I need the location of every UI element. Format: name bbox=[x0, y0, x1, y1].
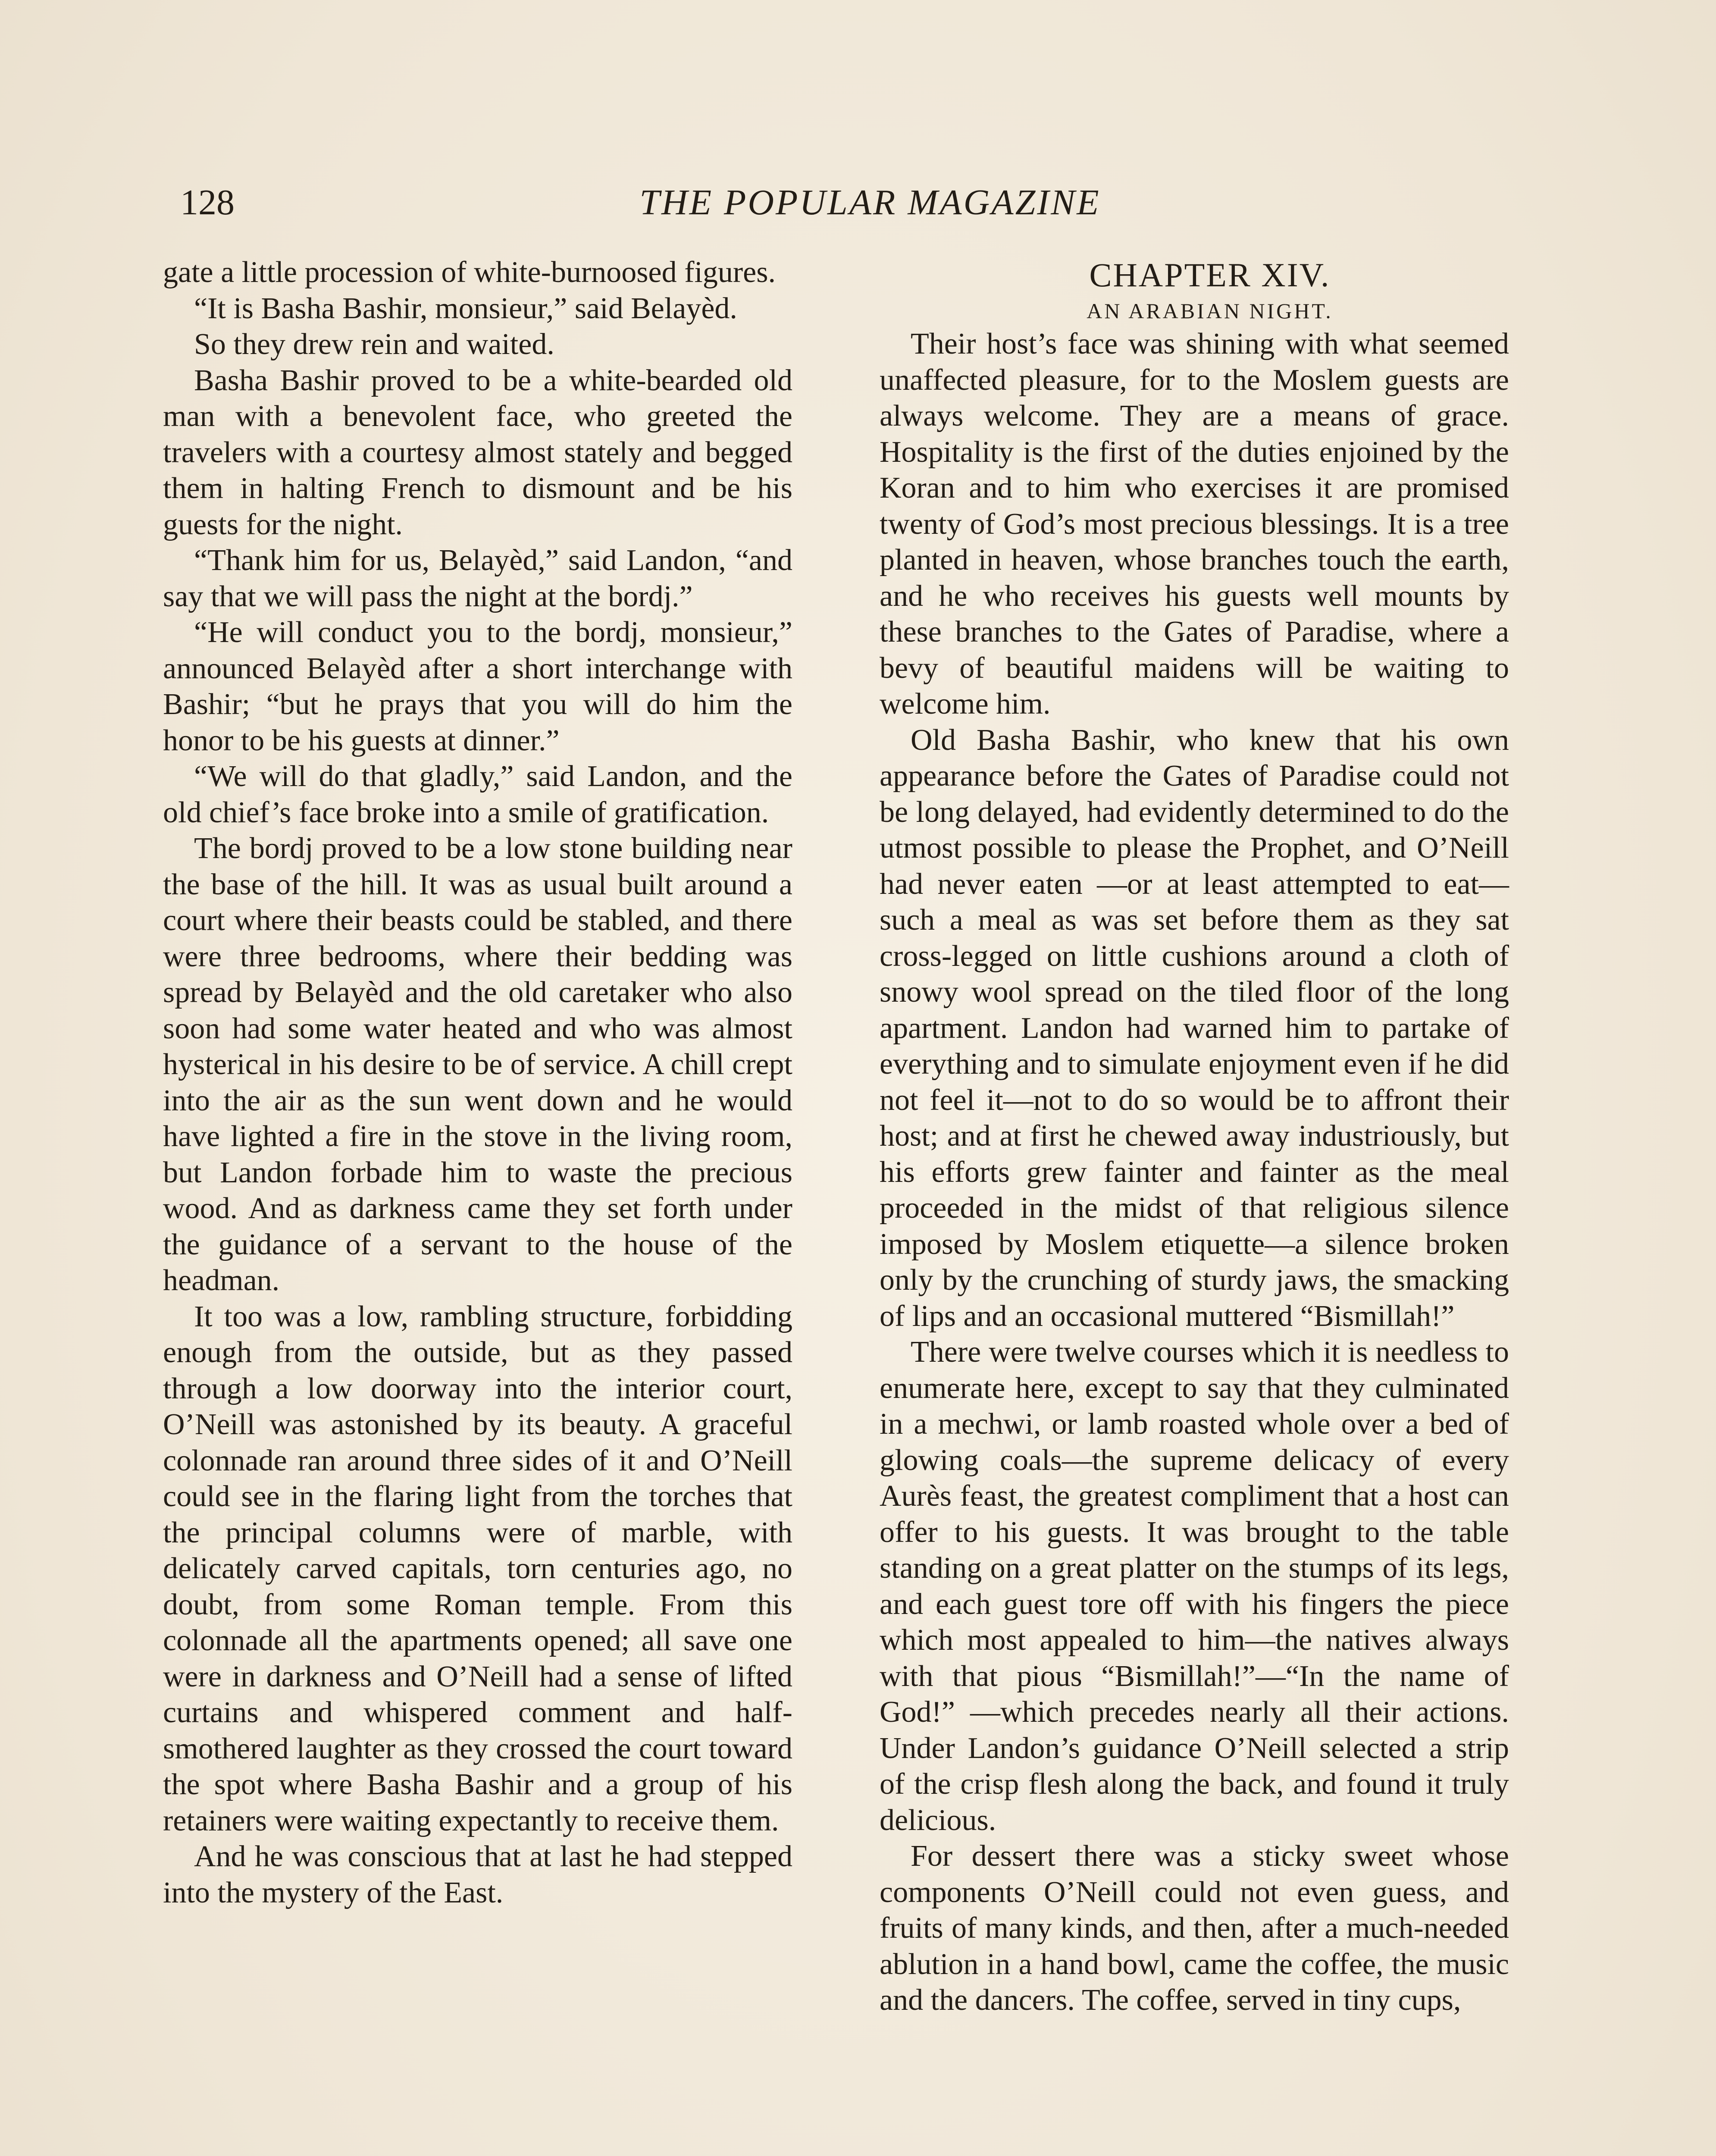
page-header bbox=[180, 177, 1560, 229]
chapter-title: AN ARABIAN NIGHT. bbox=[1087, 299, 1333, 323]
paragraph: “We will do that gladly,” said Landon, and the old chief’s face broke into a smile of gratification. bbox=[163, 760, 792, 829]
left-column bbox=[163, 254, 792, 1911]
right-column bbox=[880, 254, 1509, 2018]
paragraph: So they drew rein and waited. bbox=[194, 328, 554, 361]
page-number: 128 bbox=[180, 182, 235, 222]
paragraph: “It is Basha Bashir, monsieur,” said Belayèd. bbox=[194, 291, 737, 325]
paragraph: gate a little procession of white-burnoosed figures. bbox=[163, 256, 776, 289]
paragraph: Basha Bashir proved to be a white-bearded old man with a benevolent face, who greeted the travelers with a courtesy almost stately and begged them in halting French to dismount and be his guests for the night. bbox=[163, 364, 792, 541]
paragraph: The bordj proved to be a low stone building near the base of the hill. It was as usual built around a court where their beasts could be stabled, and there were three bedrooms, where their bedding was spread by Belayèd and the old caretaker who also soon had some water heated and who was almost hysterical in his desire to be of service. A chill crept into the air as the sun went down and he would have lighted a fire in the stove in the living room, but Landon forbade him to waste the precious wood. And as darkness came they set forth under the guidance of a servant to the house of the headman. bbox=[163, 832, 792, 1297]
paragraph: “Thank him for us, Belayèd,” said Landon, “and say that we will pass the night at the bordj.” bbox=[163, 544, 792, 613]
paragraph: For dessert there was a sticky sweet whose components O’Neill could not even guess, and fruits of many kinds, and then, after a much-needed ablution in a hand bowl, came the coffee, the music and the dancers. The coffee, served in tiny cups, bbox=[880, 1839, 1509, 2017]
paragraph: There were twelve courses which it is needless to enumerate here, except to say that they culminated in a mechwi, or lamb roasted whole over a bed of glowing coals—the supreme delicacy of every Aurès feast, the greatest compliment that a host can offer to his guests. It was brought to the table standing on a great platter on the stumps of its legs, and each guest tore off with his fingers the piece which most appealed to him—the natives always with that pious “Bismillah!”—“In the name of God!” —which precedes nearly all their actions. Under Landon’s guidance O’Neill selected a strip of the crisp flesh along the back, and found it truly delicious. bbox=[880, 1335, 1509, 1837]
chapter-heading: CHAPTER XIV. bbox=[1089, 256, 1331, 294]
paragraph: And he was conscious that at last he had stepped into the mystery of the East. bbox=[163, 1840, 792, 1909]
paragraph: “He will conduct you to the bordj, monsieur,” announced Belayèd after a short interchange with Bashir; “but he prays that you will do him the honor to be his guests at dinner.” bbox=[163, 616, 792, 757]
paragraph: Old Basha Bashir, who knew that his own appearance before the Gates of Paradise could not be long delayed, had evidently determined to do the utmost possible to please the Prophet, and O’Neill had never eaten —or at least attempted to eat—such a meal as was set before them as they sat cross-legged on little cushions around a cloth of snowy wool spread on the tiled floor of the long apartment. Landon had warned him to partake of everything and to simulate enjoyment even if he did not feel it—not to do so would be to affront their host; and at first he chewed away industriously, but his efforts grew fainter and fainter as the meal proceeded in the midst of that religious silence imposed by Moslem etiquette—a silence broken only by the crunching of sturdy jaws, the smacking of lips and an occasional muttered “Bismillah!” bbox=[880, 723, 1509, 1333]
paragraph: Their host’s face was shining with what seemed unaffected pleasure, for to the Moslem guests are always welcome. They are a means of grace. Hospitality is the first of the duties enjoined by the Koran and to him who exercises it are promised twenty of God’s most precious blessings. It is a tree planted in heaven, whose branches touch the earth, and he who receives his guests well mounts by these branches to the Gates of Paradise, where a bevy of beautiful maidens will be waiting to welcome him. bbox=[880, 327, 1509, 721]
paragraph: It too was a low, rambling structure, forbidding enough from the outside, but as they passed through a low doorway into the interior court, O’Neill was astonished by its beauty. A graceful colonnade ran around three sides of it and O’Neill could see in the flaring light from the torches that the principal columns were of marble, with delicately carved capitals, torn centuries ago, no doubt, from some Roman temple. From this colonnade all the apartments opened; all save one were in darkness and O’Neill had a sense of lifted curtains and whispered comment and half-smothered laughter as they crossed the court toward the spot where Basha Bashir and a group of his retainers were waiting expectantly to receive them. bbox=[163, 1300, 792, 1837]
running-title: THE POPULAR MAGAZINE bbox=[639, 182, 1101, 222]
